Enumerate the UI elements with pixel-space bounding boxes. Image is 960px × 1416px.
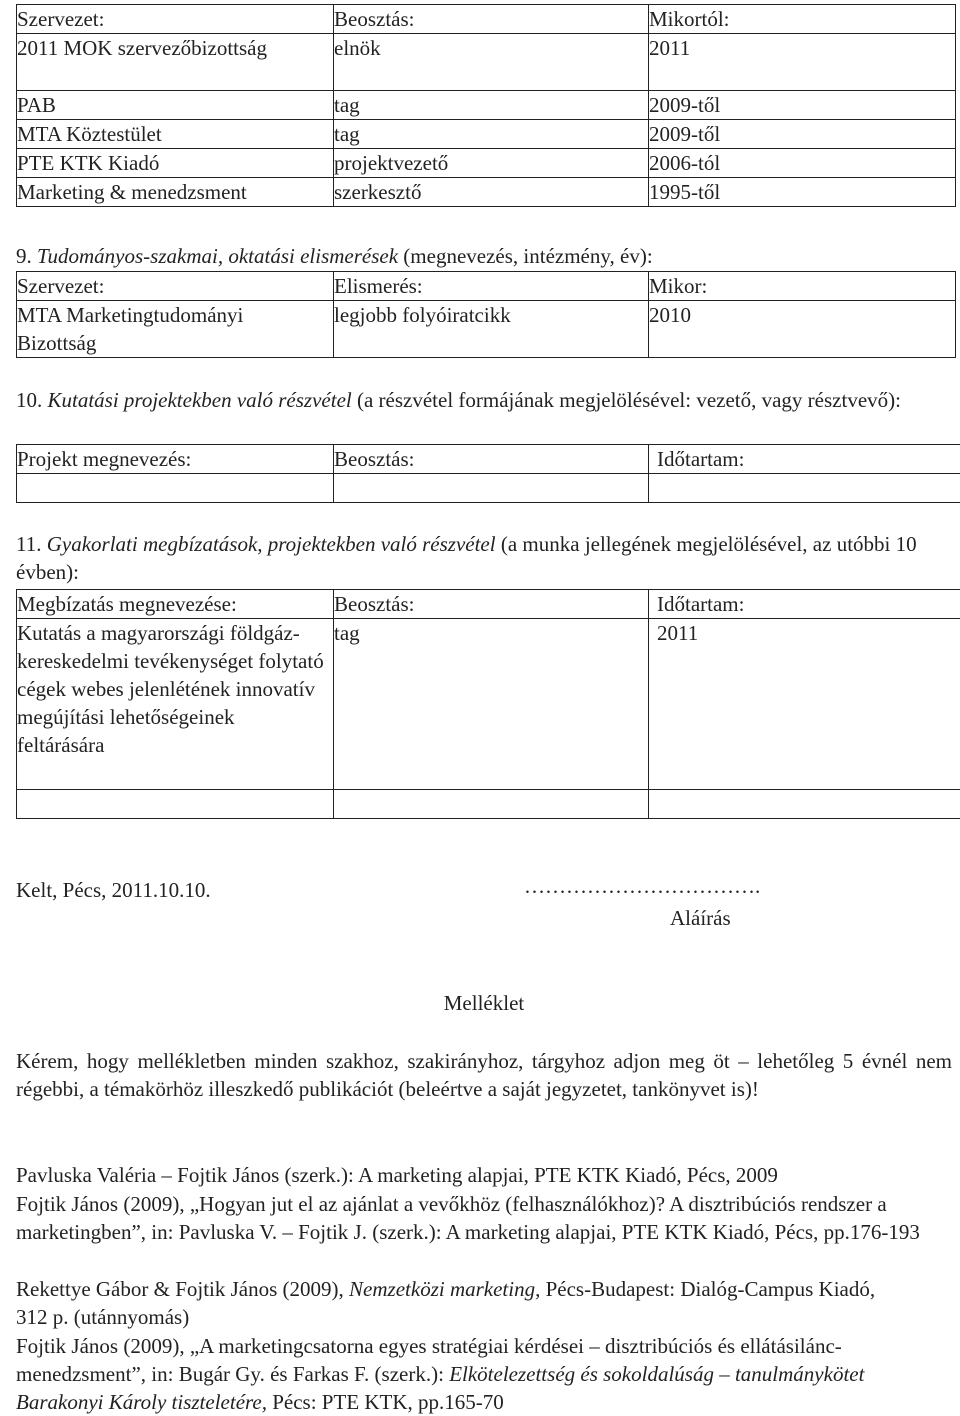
table-header-cell: Projekt megnevezés: — [17, 445, 334, 474]
signature-dots: ……………………………. — [524, 872, 760, 900]
signature-label: Aláírás — [670, 904, 731, 932]
table-cell: MTA Köztestület — [17, 120, 334, 149]
section-number: 9. — [16, 244, 32, 268]
table-row — [17, 301, 956, 358]
table-header-row — [17, 5, 956, 34]
table-header-row — [17, 445, 960, 474]
table-header-cell: Beosztás: — [334, 590, 649, 619]
table-cell: 2009-től — [649, 91, 956, 120]
reference-text: Rekettye Gábor & Fojtik János (2009), — [16, 1277, 349, 1301]
awards-table — [16, 271, 956, 358]
reference-title-italic: Nemzetközi marketing, — [349, 1277, 540, 1301]
reference-title-italic: Elkötelezettség és sokoldalúság – tanulmánykötet Barakonyi Károly tiszteletére, — [16, 1362, 864, 1414]
table-header-cell: Szervezet: — [17, 272, 334, 301]
section-10-heading — [16, 386, 952, 414]
table-cell: Marketing & menedzsment — [17, 178, 334, 207]
section-9-heading — [16, 242, 952, 270]
section-title-italic: Tudományos-szakmai, oktatási elismerések — [37, 244, 398, 268]
section-title-italic: Gyakorlati megbízatások, projektekben való részvétel — [47, 532, 496, 556]
table-row — [17, 619, 960, 790]
table-cell: 2011 — [649, 619, 960, 790]
table-row — [17, 91, 956, 120]
positions-table — [16, 4, 956, 207]
table-header-cell: Beosztás: — [334, 5, 649, 34]
section-title-rest: (a részvétel formájának megjelölésével: vezető, vagy résztvevő): — [352, 388, 901, 412]
table-header-cell: Elismerés: — [334, 272, 649, 301]
appendix-title: Melléklet — [16, 989, 952, 1017]
table-cell: 2006-tól — [649, 149, 956, 178]
table-header-cell: Megbízatás megnevezése: — [17, 590, 334, 619]
table-cell: 2011 MOK szervezőbizottság — [17, 34, 334, 91]
table-row — [17, 120, 956, 149]
table-header-cell: Mikortól: — [649, 5, 956, 34]
table-cell: tag — [334, 619, 649, 790]
table-cell-empty — [334, 474, 649, 503]
section-number: 10. — [16, 388, 42, 412]
section-11-heading — [16, 530, 952, 586]
section-number: 11. — [16, 532, 41, 556]
table-cell: MTA Marketingtudományi Bizottság — [17, 301, 334, 358]
table-header-row — [17, 272, 956, 301]
research-projects-table — [16, 444, 960, 503]
table-cell-empty — [17, 474, 334, 503]
reference-text: Pécs: PTE KTK, pp.165-70 — [267, 1390, 504, 1414]
appendix-intro: Kérem, hogy mellékletben minden szakhoz, szakirányhoz, tárgyhoz adjon meg öt – lehetőleg 5 évnél nem régebbi, a témakörhöz illeszkedő publikációt (beleértve a saját jegyzetet, tankönyvet is)! — [16, 1047, 952, 1103]
table-cell-empty — [649, 474, 960, 503]
table-cell: Kutatás a magyarországi földgáz-kereskedelmi tevékenységet folytató cégek webes jelenlétének innovatív megújítási lehetőségeinek feltárására — [17, 619, 334, 790]
reference-text: Fojtik János (2009), „A marketingcsatorna egyes stratégiai kérdései – disztribúciós és ellátásilánc-menedzsment”, in: Bugár Gy. és Farkas F. (szerk.): — [16, 1334, 842, 1386]
table-cell: tag — [334, 120, 649, 149]
reference-item: Pavluska Valéria – Fojtik János (szerk.): A marketing alapjai, PTE KTK Kiadó, Pécs, 2009 — [16, 1161, 952, 1189]
table-header-cell: Beosztás: — [334, 445, 649, 474]
section-title-italic: Kutatási projektekben való részvétel — [48, 388, 352, 412]
table-header-cell: Mikor: — [649, 272, 956, 301]
table-cell: szerkesztő — [334, 178, 649, 207]
table-cell: tag — [334, 91, 649, 120]
reference-item — [16, 1332, 952, 1416]
table-cell: PTE KTK Kiadó — [17, 149, 334, 178]
table-cell: 2010 — [649, 301, 956, 358]
table-cell-empty — [17, 790, 334, 819]
table-header-cell: Szervezet: — [17, 5, 334, 34]
table-row — [17, 149, 956, 178]
table-row — [17, 34, 956, 91]
table-row — [17, 474, 960, 503]
reference-item — [16, 1275, 896, 1331]
table-cell: elnök — [334, 34, 649, 91]
table-cell-empty — [334, 790, 649, 819]
place-date: Kelt, Pécs, 2011.10.10. — [16, 876, 211, 904]
table-cell: 2011 — [649, 34, 956, 91]
reference-text: Pécs-Budapest: Dialóg-Campus Kiadó, 312 p. (utánnyomás) — [16, 1277, 875, 1329]
section-title-rest: (a munka jellegének megjelölésével, az utóbbi 10 évben): — [16, 532, 917, 584]
table-header-cell: Időtartam: — [649, 445, 960, 474]
table-header-cell: Időtartam: — [649, 590, 960, 619]
reference-item: Fojtik János (2009), „Hogyan jut el az ajánlat a vevőkhöz (felhasználókhoz)? A disztribúciós rendszer a marketingben”, in: Pavluska V. – Fojtik J. (szerk.): A marketing alapjai, PTE KTK Kiadó, Pécs, pp.176-193 — [16, 1190, 952, 1246]
table-cell: PAB — [17, 91, 334, 120]
table-row — [17, 178, 956, 207]
table-cell-empty — [649, 790, 960, 819]
table-cell: legjobb folyóiratcikk — [334, 301, 649, 358]
table-cell: projektvezető — [334, 149, 649, 178]
table-cell: 2009-től — [649, 120, 956, 149]
table-cell: 1995-től — [649, 178, 956, 207]
section-title-rest: (megnevezés, intézmény, év): — [398, 244, 653, 268]
table-header-row — [17, 590, 960, 619]
assignments-table — [16, 589, 960, 819]
table-row — [17, 790, 960, 819]
